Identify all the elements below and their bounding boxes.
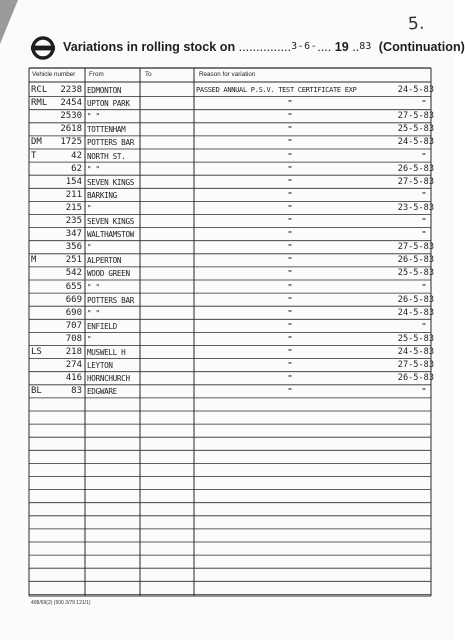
vehicle-class: DM bbox=[31, 137, 42, 148]
expiry-date: 25-5-83 bbox=[397, 333, 434, 344]
vehicle-number: 1725 bbox=[60, 137, 82, 148]
expiry-date: " bbox=[421, 387, 427, 396]
form-number: 408/69(2) (500 3/79 121/1) bbox=[31, 600, 91, 606]
reason-ditto: " bbox=[287, 348, 293, 356]
from-garage: ALPERTON bbox=[87, 256, 122, 266]
title-suffix: (Continuation) bbox=[378, 40, 465, 54]
vehicle-class: RML bbox=[31, 98, 48, 109]
expiry-date: 26-5-83 bbox=[397, 294, 434, 305]
reason-text: PASSED ANNUAL P.S.V. TEST CERTIFICATE EXP bbox=[196, 86, 357, 94]
from-garage: " bbox=[87, 203, 92, 213]
expiry-date: 26-5-83 bbox=[397, 255, 434, 266]
from-garage: NORTH ST. bbox=[87, 151, 126, 161]
from-garage: TOTTENHAM bbox=[87, 125, 126, 135]
reason-ditto: " bbox=[287, 256, 293, 265]
reason-ditto: " bbox=[287, 282, 293, 291]
reason-ditto: " bbox=[287, 387, 293, 396]
reason-ditto: " bbox=[287, 295, 293, 304]
vehicle-number: 274 bbox=[65, 360, 82, 371]
title-dots-2: .... bbox=[317, 40, 332, 54]
vehicle-number: 707 bbox=[65, 320, 82, 331]
title-year-dots: .. bbox=[352, 40, 360, 54]
header-reason: Reason for variation bbox=[199, 71, 256, 78]
from-garage: BARKING bbox=[87, 190, 117, 200]
from-garage: " " bbox=[87, 308, 100, 318]
reason-ditto: " bbox=[287, 138, 293, 147]
expiry-date: 24-5-83 bbox=[397, 85, 434, 95]
expiry-date: " bbox=[421, 151, 427, 160]
vehicle-number: 83 bbox=[71, 386, 82, 397]
vehicle-number: 356 bbox=[65, 242, 82, 253]
reason-ditto: " bbox=[287, 190, 293, 199]
from-garage: POTTERS BAR bbox=[87, 138, 134, 148]
expiry-date: 23-5-83 bbox=[397, 202, 434, 213]
from-garage: SEVEN KINGS bbox=[87, 217, 134, 226]
header-vehicle-number: Vehicle number bbox=[32, 71, 76, 78]
vehicle-number: 2454 bbox=[60, 98, 82, 109]
vehicle-number: 42 bbox=[71, 150, 82, 161]
expiry-date: " bbox=[421, 190, 427, 199]
expiry-date: 27-5-83 bbox=[397, 242, 434, 253]
vehicle-number: 154 bbox=[65, 176, 82, 187]
vehicle-number: 2530 bbox=[60, 111, 82, 122]
reason-ditto: " bbox=[287, 177, 293, 186]
reason-ditto: " bbox=[287, 217, 293, 225]
expiry-date: 27-5-83 bbox=[397, 111, 434, 122]
vehicle-number: 708 bbox=[65, 333, 82, 344]
vehicle-class: T bbox=[31, 150, 37, 161]
vehicle-number: 669 bbox=[65, 294, 82, 305]
reason-ditto: " bbox=[287, 308, 293, 317]
from-garage: POTTERS BAR bbox=[87, 295, 134, 305]
reason-ditto: " bbox=[287, 203, 293, 212]
vehicle-class: LS bbox=[31, 347, 42, 357]
from-garage: HORNCHURCH bbox=[87, 374, 130, 384]
vehicle-number: 251 bbox=[65, 255, 82, 266]
expiry-date: 24-5-83 bbox=[397, 347, 434, 357]
from-garage: WALTHAMSTOW bbox=[87, 230, 134, 240]
reason-ditto: " bbox=[287, 99, 293, 108]
from-garage: EDMONTON bbox=[87, 86, 122, 95]
reason-ditto: " bbox=[287, 164, 293, 173]
reason-ditto: " bbox=[287, 230, 293, 239]
title-date: 3-6- bbox=[291, 41, 318, 52]
reason-ditto: " bbox=[287, 243, 293, 252]
title-prefix: Variations in rolling stock on bbox=[63, 40, 236, 54]
reason-ditto: " bbox=[287, 334, 293, 343]
reason-ditto: " bbox=[287, 269, 293, 278]
vehicle-class: BL bbox=[31, 386, 42, 397]
from-garage: ENFIELD bbox=[87, 321, 117, 331]
from-garage: UPTON PARK bbox=[87, 99, 130, 109]
header-to: To bbox=[145, 71, 152, 78]
from-garage: " " bbox=[87, 164, 100, 174]
from-garage: " " bbox=[87, 282, 100, 292]
from-garage: SEVEN KINGS bbox=[87, 177, 134, 187]
reason-ditto: " bbox=[287, 125, 293, 134]
vehicle-number: 2618 bbox=[60, 124, 82, 135]
reason-ditto: " bbox=[287, 374, 293, 383]
header-from: From bbox=[89, 71, 104, 78]
from-garage: MUSWELL H bbox=[87, 348, 126, 357]
title-dots: ............... bbox=[238, 40, 292, 54]
expiry-date: " bbox=[421, 321, 427, 330]
vehicle-number: 2238 bbox=[60, 85, 82, 95]
reason-ditto: " bbox=[287, 151, 293, 160]
from-garage: " bbox=[87, 334, 92, 344]
expiry-date: 27-5-83 bbox=[397, 360, 434, 371]
vehicle-number: 542 bbox=[65, 268, 82, 279]
reason-ditto: " bbox=[287, 361, 293, 370]
expiry-date: 25-5-83 bbox=[397, 268, 434, 279]
expiry-date: 26-5-83 bbox=[397, 373, 434, 384]
expiry-date: " bbox=[421, 230, 427, 239]
expiry-date: 27-5-83 bbox=[397, 176, 434, 187]
title-year-prefix: 19 bbox=[334, 40, 349, 54]
expiry-date: 26-5-83 bbox=[397, 163, 434, 174]
expiry-date: " bbox=[421, 217, 427, 225]
expiry-date: 25-5-83 bbox=[397, 124, 434, 135]
vehicle-number: 211 bbox=[65, 189, 82, 200]
vehicle-number: 62 bbox=[71, 163, 82, 174]
vehicle-number: 690 bbox=[65, 307, 82, 318]
from-garage: LEYTON bbox=[87, 361, 113, 371]
from-garage: EDGWARE bbox=[87, 387, 117, 397]
expiry-date: " bbox=[421, 99, 427, 108]
vehicle-number: 218 bbox=[65, 347, 82, 357]
vehicle-number: 416 bbox=[65, 373, 82, 384]
expiry-date: 24-5-83 bbox=[397, 137, 434, 148]
vehicle-class: M bbox=[31, 255, 37, 266]
vehicle-number: 235 bbox=[65, 216, 82, 226]
reason-ditto: " bbox=[287, 112, 293, 121]
expiry-date: 24-5-83 bbox=[397, 307, 434, 318]
title-year: 83 bbox=[359, 41, 372, 52]
from-garage: " bbox=[87, 243, 92, 253]
from-garage: " " bbox=[87, 112, 100, 122]
from-garage: WOOD GREEN bbox=[87, 269, 130, 279]
reason-ditto: " bbox=[287, 321, 293, 330]
page-number: 5. bbox=[407, 13, 425, 35]
vehicle-number: 347 bbox=[65, 229, 82, 240]
vehicle-class: RCL bbox=[31, 85, 48, 95]
vehicle-number: 215 bbox=[65, 202, 82, 213]
expiry-date: " bbox=[421, 282, 427, 291]
vehicle-number: 655 bbox=[65, 281, 82, 292]
